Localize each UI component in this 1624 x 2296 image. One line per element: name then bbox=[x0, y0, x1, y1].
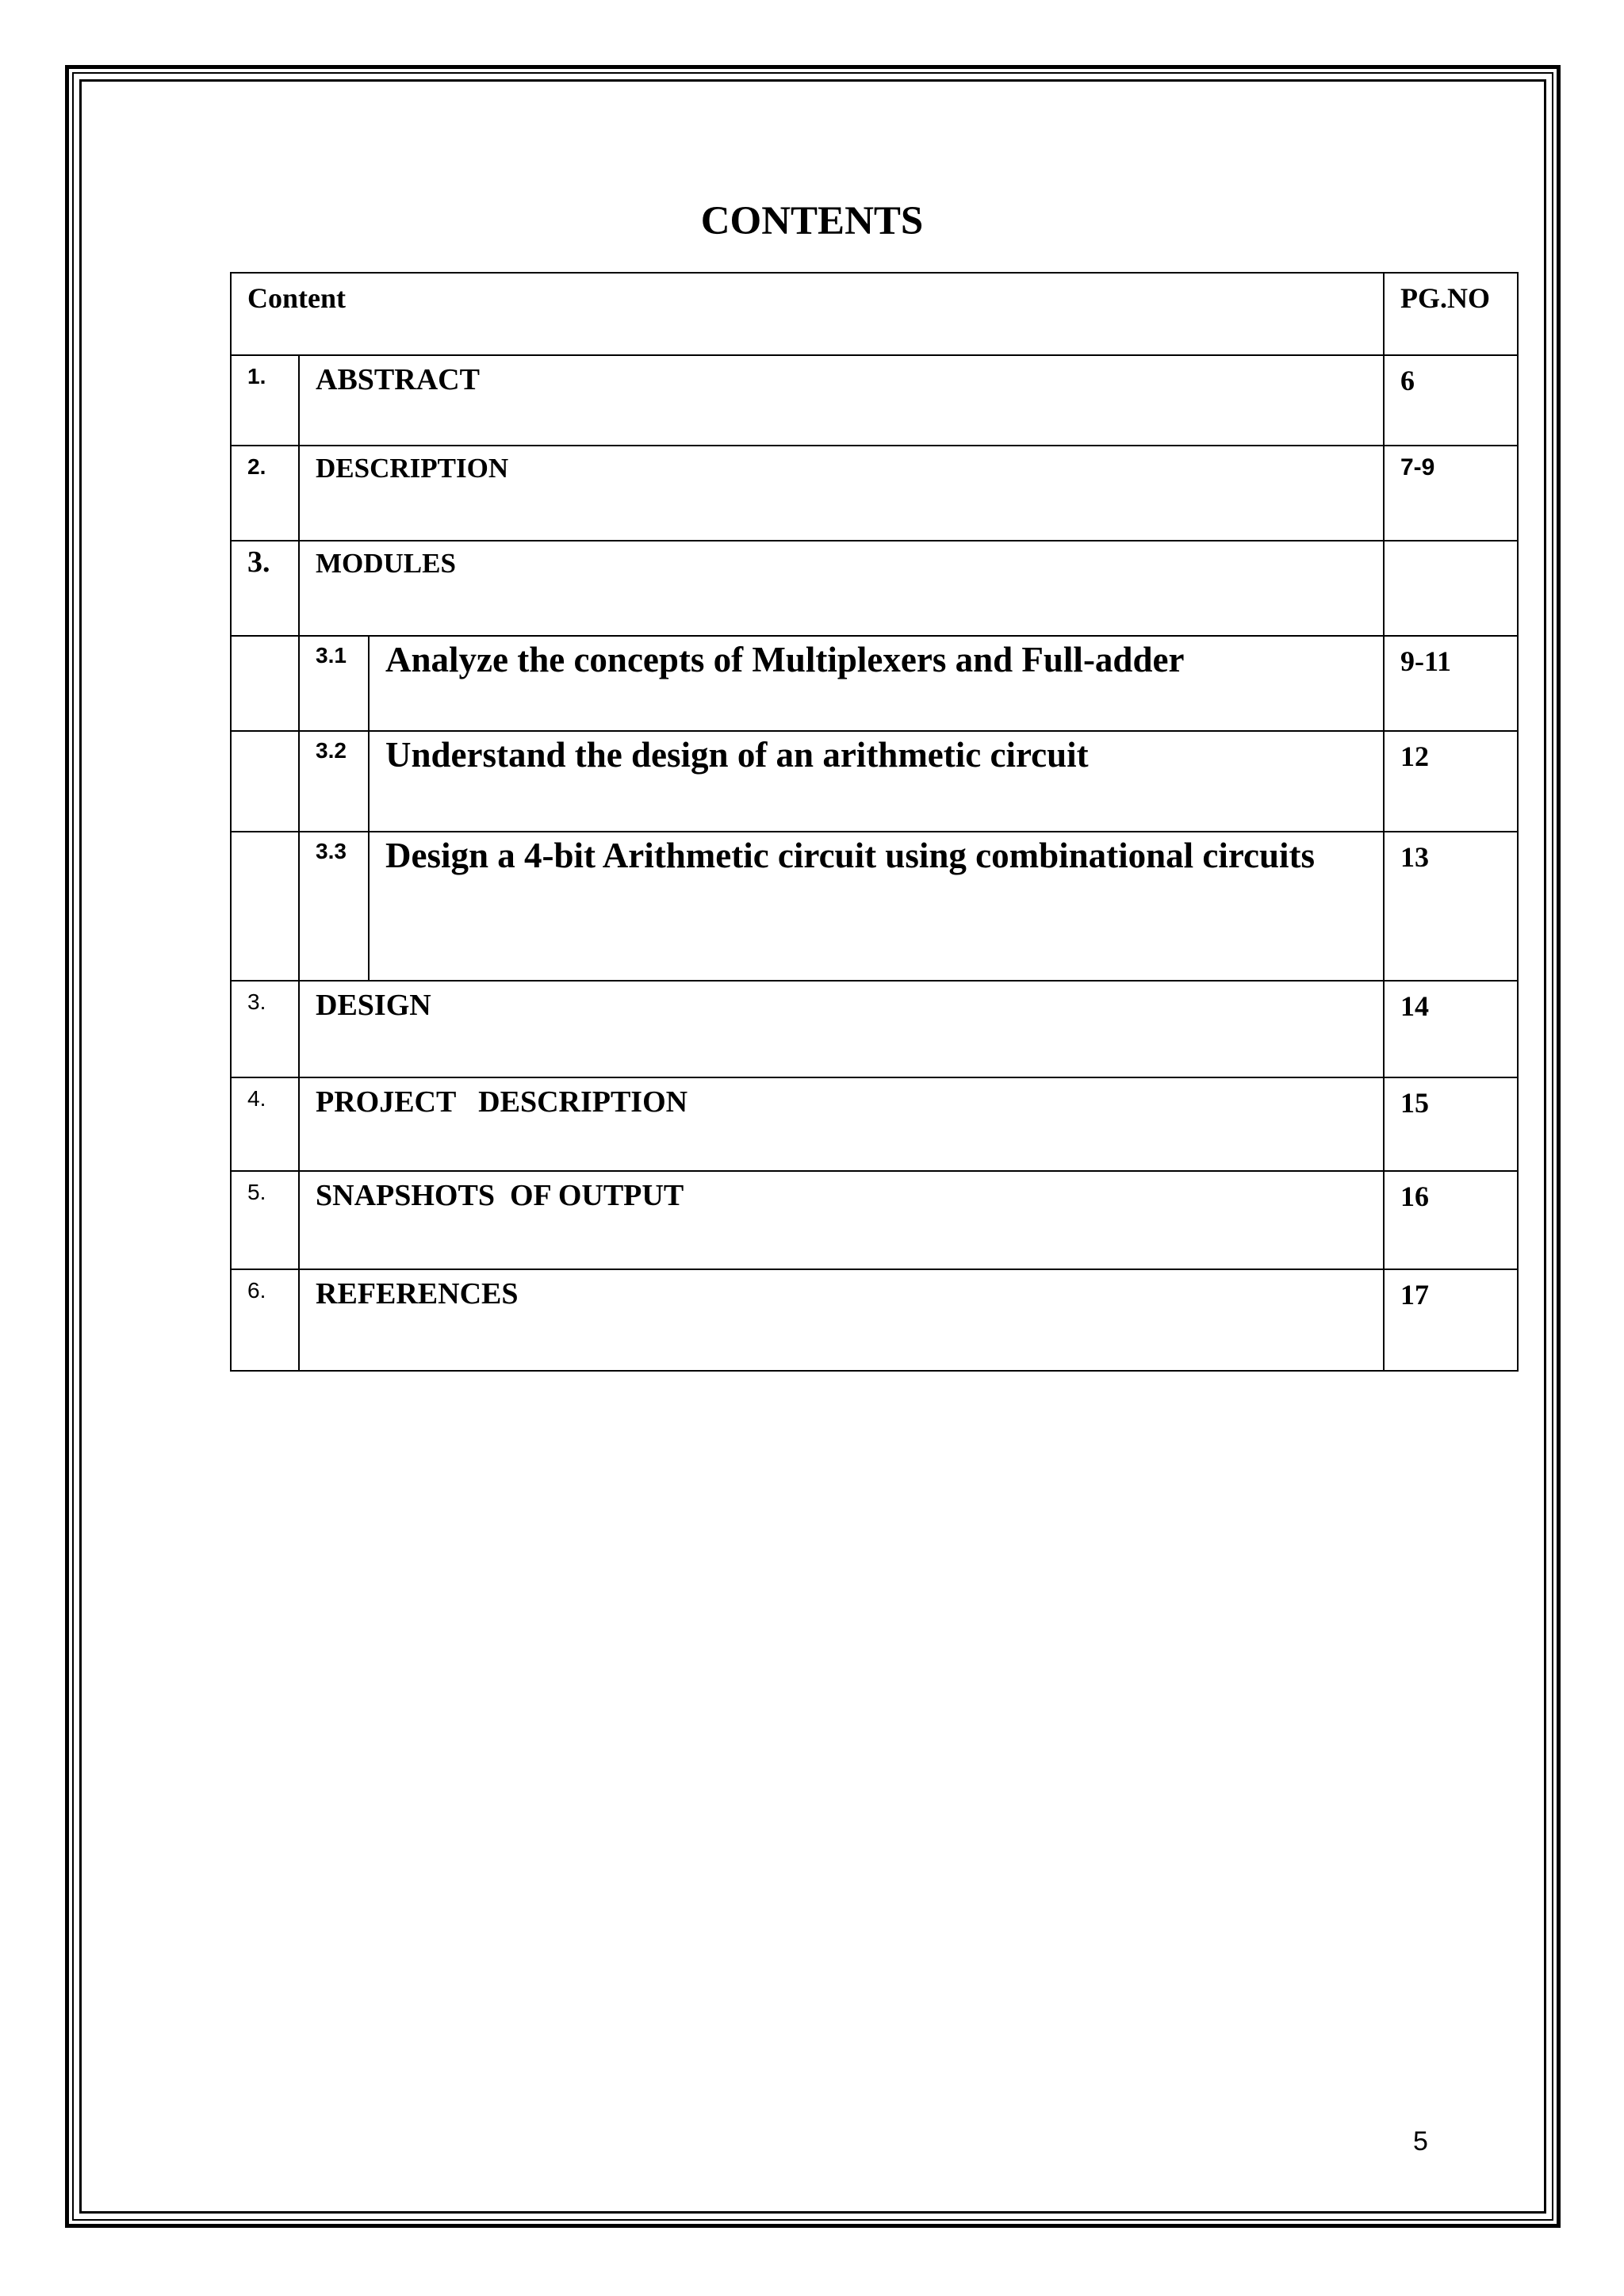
subrow-page: 13 bbox=[1400, 841, 1429, 873]
row-label: ABSTRACT bbox=[316, 363, 480, 396]
subrow-label: Understand the design of an arithmetic circuit bbox=[385, 735, 1089, 775]
header-pgno-label: PG.NO bbox=[1400, 282, 1490, 314]
row-number: 5. bbox=[247, 1180, 266, 1204]
contents-table bbox=[230, 272, 1519, 1372]
subrow-number-cell bbox=[299, 832, 369, 981]
row-number-cell bbox=[231, 446, 299, 541]
row-number: 6. bbox=[247, 1278, 266, 1303]
subrow-number: 3.2 bbox=[316, 738, 347, 763]
row-number: 2. bbox=[247, 454, 266, 479]
row-label: REFERENCES bbox=[316, 1277, 519, 1311]
subrow-label: Design a 4-bit Arithmetic circuit using combinational circuits bbox=[385, 836, 1316, 875]
row-label-cell bbox=[299, 1077, 1384, 1171]
row-label: DESIGN bbox=[316, 989, 431, 1022]
row-page-cell bbox=[1384, 981, 1518, 1077]
row-label: DESCRIPTION bbox=[316, 453, 509, 484]
subrow-indent-cell bbox=[231, 731, 299, 832]
row-page: 15 bbox=[1400, 1087, 1429, 1119]
row-label: MODULES bbox=[316, 548, 456, 579]
subrow-indent-cell bbox=[231, 832, 299, 981]
subrow-page-cell bbox=[1384, 832, 1518, 981]
row-label-cell bbox=[299, 981, 1384, 1077]
subrow-page-cell bbox=[1384, 731, 1518, 832]
subrow-indent-cell bbox=[231, 636, 299, 731]
subrow-label: Analyze the concepts of Multiplexers and Full-adder bbox=[385, 640, 1185, 679]
row-page-cell bbox=[1384, 1077, 1518, 1171]
row-label-cell bbox=[299, 355, 1384, 446]
row-label: PROJECT DESCRIPTION bbox=[316, 1085, 688, 1119]
subrow-page: 12 bbox=[1400, 740, 1429, 772]
subrow-number-cell bbox=[299, 636, 369, 731]
row-page: 17 bbox=[1400, 1279, 1429, 1311]
table-subrow bbox=[231, 832, 1518, 981]
row-number: 3. bbox=[247, 545, 270, 579]
table-row bbox=[231, 355, 1518, 446]
row-number-cell bbox=[231, 1269, 299, 1371]
row-label-cell bbox=[299, 541, 1384, 636]
table-row bbox=[231, 446, 1518, 541]
page-title: CONTENTS bbox=[700, 199, 924, 243]
row-page-cell bbox=[1384, 1171, 1518, 1269]
table-row bbox=[231, 541, 1518, 636]
row-page-cell bbox=[1384, 1269, 1518, 1371]
page-number: 5 bbox=[1413, 2126, 1428, 2156]
row-number-cell bbox=[231, 1171, 299, 1269]
table-row bbox=[231, 1269, 1518, 1371]
table-header-row bbox=[231, 273, 1518, 355]
header-content-cell bbox=[231, 273, 1384, 355]
row-number-cell bbox=[231, 981, 299, 1077]
header-content-label: Content bbox=[247, 282, 346, 314]
row-page: 7-9 bbox=[1400, 454, 1435, 480]
row-page-cell bbox=[1384, 446, 1518, 541]
row-number-cell bbox=[231, 355, 299, 446]
row-label-cell bbox=[299, 1269, 1384, 1371]
header-pgno-cell bbox=[1384, 273, 1518, 355]
subrow-number: 3.1 bbox=[316, 643, 347, 668]
subrow-label-cell bbox=[369, 832, 1384, 981]
row-page bbox=[1385, 541, 1517, 549]
row-label-cell bbox=[299, 1171, 1384, 1269]
subrow-page-cell bbox=[1384, 636, 1518, 731]
row-page-cell bbox=[1384, 355, 1518, 446]
row-number: 1. bbox=[247, 364, 266, 388]
table-subrow bbox=[231, 636, 1518, 731]
row-number-cell bbox=[231, 1077, 299, 1171]
row-label: SNAPSHOTS OF OUTPUT bbox=[316, 1179, 684, 1212]
table-row bbox=[231, 1077, 1518, 1171]
row-page: 16 bbox=[1400, 1181, 1429, 1212]
subrow-number: 3.3 bbox=[316, 839, 347, 863]
subrow-label-cell bbox=[369, 636, 1384, 731]
subrow-label-cell bbox=[369, 731, 1384, 832]
table-row bbox=[231, 1171, 1518, 1269]
subrow-number-cell bbox=[299, 731, 369, 832]
table-subrow bbox=[231, 731, 1518, 832]
row-page-cell bbox=[1384, 541, 1518, 636]
row-label-cell bbox=[299, 446, 1384, 541]
row-page: 6 bbox=[1400, 365, 1415, 396]
row-number-cell bbox=[231, 541, 299, 636]
table-row bbox=[231, 981, 1518, 1077]
row-number: 3. bbox=[247, 989, 266, 1014]
row-number: 4. bbox=[247, 1086, 266, 1111]
row-page: 14 bbox=[1400, 990, 1429, 1022]
subrow-page: 9-11 bbox=[1400, 645, 1452, 677]
